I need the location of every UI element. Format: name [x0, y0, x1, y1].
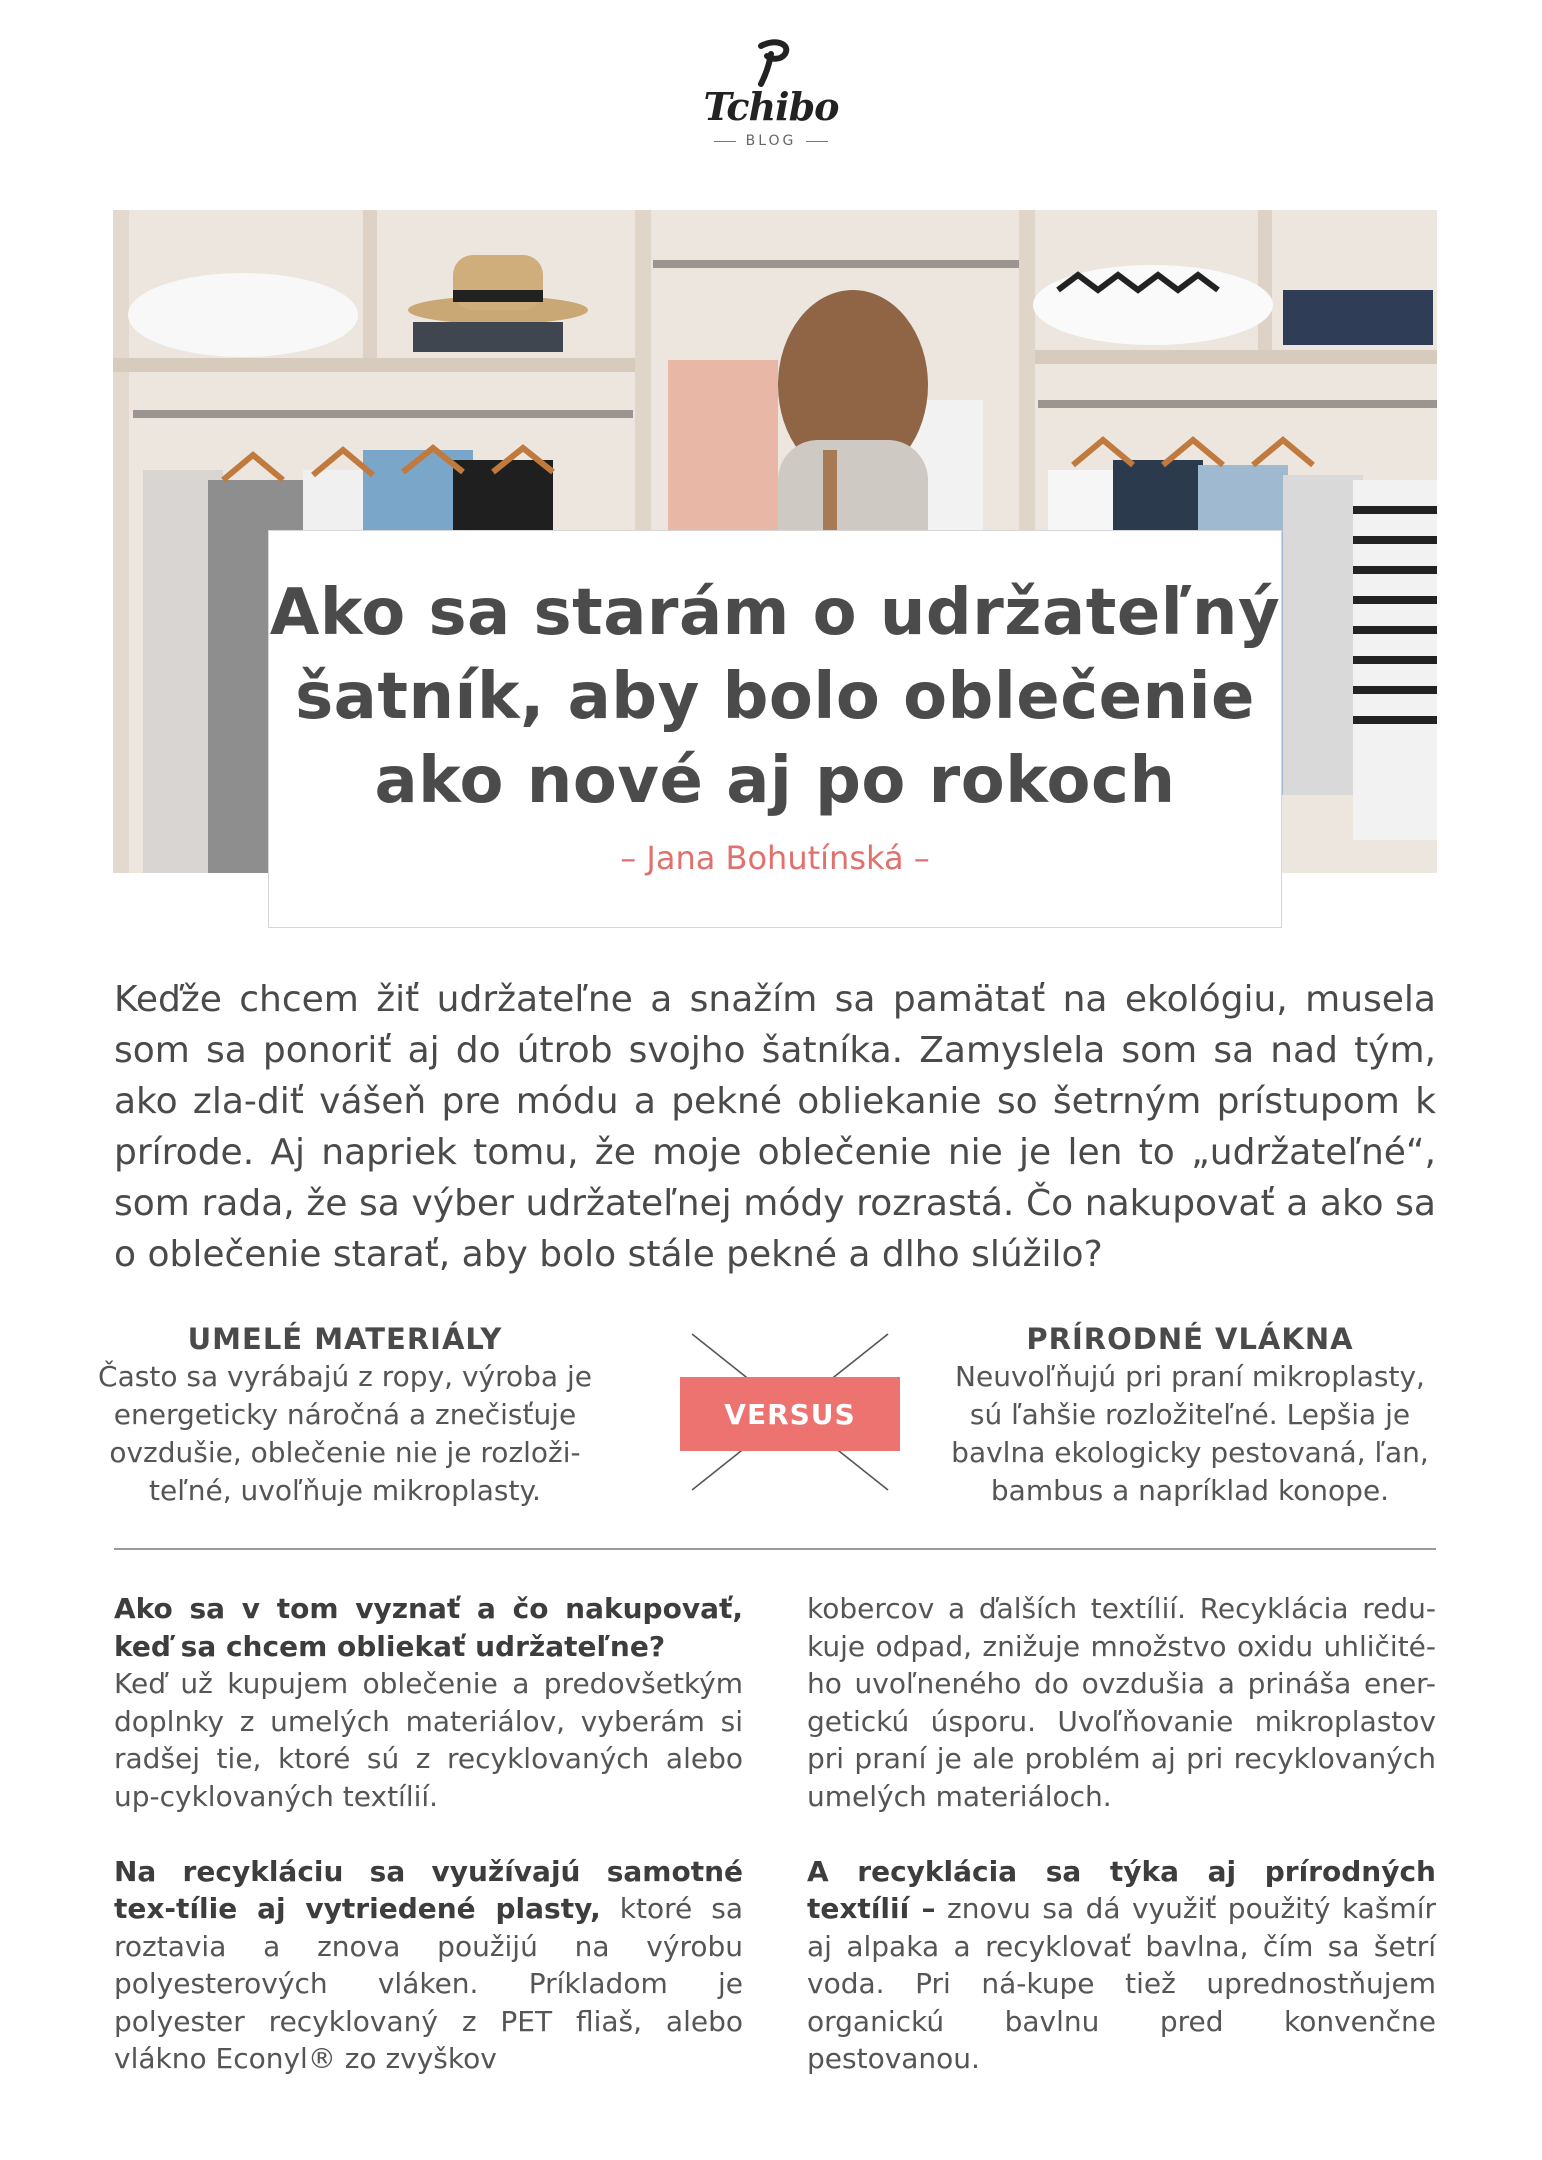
- author-byline: – Jana Bohutínská –: [620, 839, 930, 877]
- paragraph-text: kobercov a ďalších textílií. Recyklácia redu-kuje odpad, znižuje množstvo oxidu uhličité-ho uvoľneného do ovzdušia a prináša ener-getickú úsporu. Uvoľňovanie mikroplastov pri praní je ale problém aj pri recyklovaných umelých materiáloch.: [807, 1592, 1436, 1813]
- paragraph-text: ktoré sa roztavia a znova použijú na výrobu polyesterových vláken. Príkladom je polyester recyklovaný z PET fliaš, alebo vlákno Econyl® zo zvyškov: [114, 1892, 743, 2075]
- paragraph-lead: Ako sa v tom vyznať a čo nakupovať, keď sa chcem obliekať udržateľne?: [114, 1592, 743, 1663]
- article-title: [269, 571, 1281, 823]
- blog-label: BLOG: [745, 133, 797, 149]
- natural-fibers-column: [935, 1320, 1445, 1510]
- title-line-1: Ako sa starám o udržateľný: [269, 576, 1281, 650]
- paragraph-lead: A recyklácia sa týka aj prírodných textílií –: [807, 1854, 1436, 1925]
- paragraph: [114, 1590, 743, 1815]
- paragraph: [114, 1853, 743, 2078]
- natural-heading: PRÍRODNÉ VLÁKNA: [1026, 1322, 1354, 1356]
- tchibo-blog-logo[interactable]: [0, 38, 1542, 149]
- synthetic-materials-column: [90, 1320, 600, 1510]
- section-divider: [114, 1548, 1436, 1550]
- versus-badge: VERSUS: [680, 1377, 900, 1451]
- paragraph: [807, 1853, 1436, 2078]
- paragraph-text: znovu sa dá využiť použitý kašmír aj alpaka a recyklovať bavlna, čím sa šetrí voda. Pri ná-kupe tiež uprednostňujem organickú bavlnu pred konvenčne pestovanou.: [807, 1892, 1436, 2075]
- title-line-2: šatník, aby bolo oblečenie: [295, 660, 1255, 734]
- versus-graphic: [678, 1322, 902, 1502]
- article-column-right: [807, 1590, 1436, 2115]
- logo-wordmark: Tchibo: [703, 84, 839, 129]
- paragraph: [807, 1590, 1436, 1815]
- natural-text: Neuvoľňujú pri praní mikroplasty, sú ľahšie rozložiteľné. Lepšia je bavlna ekologicky pestovaná, ľan, bambus a napríklad konope.: [951, 1360, 1429, 1507]
- logo-subtitle: [0, 133, 1542, 149]
- article-title-card: [268, 530, 1282, 928]
- intro-paragraph: Keďže chcem žiť udržateľne a snažím sa pamätať na ekológiu, musela som sa ponoriť aj do útrob svojho šatníka. Zamyslela som sa nad tým, ako zla-diť vášeň pre módu a pekné obliekanie so šetrným prístupom k prírode. Aj napriek tomu, že moje oblečenie nie je len to „udržateľné“, som rada, že sa výber udržateľnej módy rozrastá. Čo nakupovať a ako sa o oblečenie starať, aby bolo stále pekné a dlho slúžilo?: [114, 979, 1436, 1275]
- coffee-bean-logo-icon: [741, 38, 801, 88]
- title-line-3: ako nové aj po rokoch: [374, 744, 1176, 818]
- paragraph-text: Keď už kupujem oblečenie a predovšetkým doplnky z umelých materiálov, vyberám si radšej tie, ktoré sú z recyklovaných alebo up-cyklovaných textílií.: [114, 1667, 743, 1813]
- paragraph-lead: Na recykláciu sa využívajú samotné tex-tílie aj vytriedené plasty,: [114, 1854, 743, 1925]
- article-column-left: [114, 1590, 743, 2115]
- synthetic-heading: UMELÉ MATERIÁLY: [187, 1322, 503, 1356]
- synthetic-text: Často sa vyrábajú z ropy, výroba je energeticky náročná a znečisťuje ovzdušie, oblečenie nie je rozloži-teľné, uvoľňuje mikroplasty.: [98, 1360, 592, 1507]
